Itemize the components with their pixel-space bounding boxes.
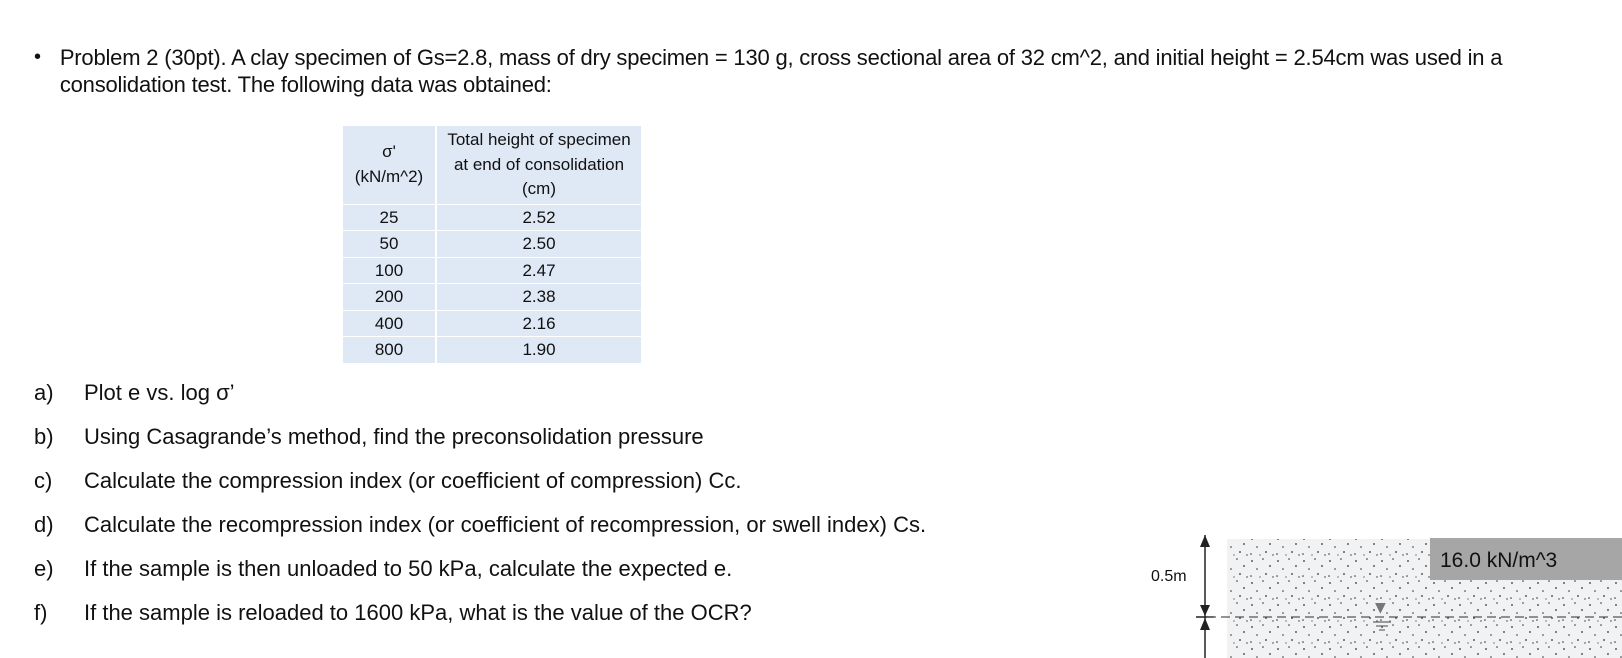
table-row	[343, 231, 641, 258]
task-letter: d)	[34, 512, 54, 537]
task-letter: c)	[34, 468, 53, 493]
unit-weight-label: 16.0 kN/m^3	[1440, 549, 1558, 572]
height-cell: 2.47	[437, 258, 641, 285]
height-cell: 2.50	[437, 231, 641, 258]
height-cell: 2.38	[437, 284, 641, 311]
height-cell: 2.16	[437, 311, 641, 338]
task-letter: f)	[34, 600, 48, 625]
height-header-line2: at end of consolidation	[453, 154, 625, 174]
stress-cell: 400	[343, 311, 437, 338]
task-item-d	[34, 512, 926, 538]
arrow-up-icon	[1200, 535, 1210, 547]
stress-cell: 50	[343, 231, 437, 258]
table-row	[343, 311, 641, 338]
task-text: If the sample is reloaded to 1600 kPa, what is the value of the OCR?	[84, 600, 752, 625]
task-letter: b)	[34, 424, 54, 449]
depth-label: 0.5m	[1151, 568, 1187, 585]
stress-cell: 800	[343, 337, 437, 364]
task-item-b	[34, 424, 704, 450]
task-text: Calculate the recompression index (or coefficient of recompression, or swell index) Cs.	[84, 512, 927, 537]
arrow-down-icon	[1200, 605, 1210, 616]
task-text: Calculate the compression index (or coefficient of compression) Cc.	[84, 468, 742, 493]
task-text: Plot e vs. log σ’	[84, 380, 235, 405]
task-letter: a)	[34, 380, 54, 405]
task-text: Using Casagrande’s method, find the preconsolidation pressure	[84, 424, 704, 449]
task-text: If the sample is then unloaded to 50 kPa, calculate the expected e.	[84, 556, 733, 581]
table-row	[343, 284, 641, 311]
arrow-up-lower-icon	[1200, 618, 1210, 630]
stress-cell: 200	[343, 284, 437, 311]
height-cell: 1.90	[437, 337, 641, 364]
problem-paragraph	[34, 44, 1534, 98]
water-table-icon: ▼	[1375, 600, 1386, 616]
table-row	[343, 258, 641, 285]
soil-profile-diagram	[1145, 535, 1622, 658]
height-cell: 2.52	[437, 205, 641, 232]
stress-cell: 25	[343, 205, 437, 232]
task-item-e	[34, 556, 732, 582]
task-letter: e)	[34, 556, 54, 581]
task-item-f	[34, 600, 752, 626]
height-column-header	[437, 126, 641, 205]
table-row	[343, 205, 641, 232]
stress-column-header	[343, 126, 437, 205]
table-row	[343, 337, 641, 364]
stress-cell: 100	[343, 258, 437, 285]
stress-header-symbol: σ'	[382, 142, 396, 162]
task-item-c	[34, 468, 741, 494]
height-header-line1: Total height of specimen	[447, 130, 631, 149]
task-item-a	[34, 380, 235, 406]
height-header-unit: (cm)	[522, 179, 556, 198]
table-header-row	[343, 126, 641, 205]
stress-header-unit: (kN/m^2)	[354, 166, 424, 186]
bullet-point: •	[34, 46, 42, 68]
problem-statement: Problem 2 (30pt). A clay specimen of Gs=2.8, mass of dry specimen = 130 g, cross sectional area of 32 cm^2, and initial height = 2.54cm was used in a consolidation test. The following data was obtained:	[59, 45, 1503, 97]
consolidation-data-table	[343, 126, 641, 364]
